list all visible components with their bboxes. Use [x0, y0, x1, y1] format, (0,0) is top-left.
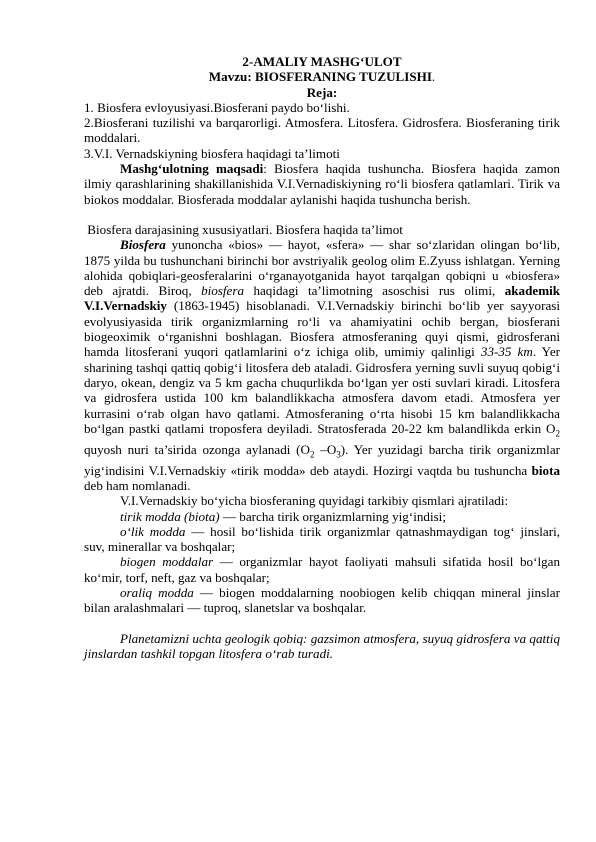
list-item: biogen moddalar — organizmlar hayot faoliyati mahsuli sifatida hosil bo‘lgan ko‘mir, torf, neft, gaz va boshqalar; [84, 554, 560, 585]
spacer [84, 207, 560, 222]
classification-intro: V.I.Vernadskiy bo‘yicha biosferaning quyidagi tarkibiy qismlari ajratiladi: [120, 493, 509, 509]
section-subheading: Biosfera darajasining xususiyatlari. Biosfera haqida ta’limot [84, 221, 403, 237]
biosphere-paragraph: Biosfera yunoncha «bios» — hayot, «sfera» — shar so‘zlaridan olingan bo‘lib, 1875 yilda bu tushunchani birinchi bor avstriyalik geolog olim E.Zyuss ishlatgan. Yerning alohida qobiqlari-geosferalarini o‘rganayotganida hayot tarqalgan qobiqni u «biosfera» deb ajratdi. Biroq, biosfera haqidagi ta’limotning asoschisi rus olimi, akademik V.I.Vernadskiy (1863-1945) hisoblanadi. V.I.Vernadskiy birinchi bo‘lib yer sayyorasi evolyusiyasida tirik organizmlarning ro‘li va ahamiyatini ochib bergan, biosferani biogeoximik o‘rganishni boshlagan. Biosfera atmosferaning quyi qismi, gidrosferani hamda litosferani yuqori qatlamlarini o‘z ichiga olib, umimiy qalinligi 33-35 km. Yer sharining tashqi qattiq qobig‘i litosfera deb ataladi. Gidrosfera yerning suvli suyuq qobig‘i daryo, okean, dengiz va 5 km gacha chuqurlikda bo‘lgan yer osti suvlari kiradi. Litosfera va gidrosfera ustida 100 km balandlikkacha atmosfera davom etadi. Atmosfera yer kurrasini o‘rab olgan havo qatlami. Atmosferaning o‘rta hisobi 15 km balandlikkacha bo‘lgan pastki qatlami troposfera deyiladi. Stratosferada 20-22 km balandlikda erkin $O_2$ quyosh nuri ta’sirida ozonga aylanadi ($O_2$ $-O_3$). Yer yuzidagi barcha tirik organizmlar yig‘indisini V.I.Vernadskiy «tirik modda» deb ataydi. Hozirgi vaqtda bu tushuncha biota deb ham nomlanadi. [84, 237, 561, 493]
list-item: oraliq modda — biogen moddalarning noobiogen kelib chiqqan mineral jinslar bilan aralashmalari — tuproq, slanetslar va boshqalar. [84, 585, 560, 616]
spacer [84, 616, 560, 631]
goal-paragraph: Mashg‘ulotning maqsadi: Biosfera haqida tushuncha. Biosfera haqida zamon ilmiy qarashlarining shakillanishida V.I.Vernadiskiyning ro‘li biosfera qatlamlari. Tirik va biokos moddalar. Biosferada moddalar aylanishi haqida tushuncha berish. [84, 161, 560, 207]
conclusion-paragraph: Planetamizni uchta geologik qobiq: gazsimon atmosfera, suyuq gidrosfera va qattiq jinslardan tashkil topgan litosfera o‘rab turadi. [84, 630, 560, 661]
document-page [84, 54, 560, 661]
plan-item-3: 3.V.I. Vernadskiyning biosfera haqidagi ta’limoti [84, 145, 340, 161]
list-item: tirik modda (biota) — barcha tirik organizmlarning yig‘indisi; [120, 508, 446, 524]
topic-heading: Mavzu: BIOSFERANING TUZULISHI. [208, 69, 436, 85]
goal-label: Mashg‘ulotning maqsadi [120, 161, 264, 177]
plan-item-1: 1. Biosfera evloyusiyasi.Biosferani paydo bo‘lishi. [84, 99, 350, 115]
page-title: 2-AMALIY MASHG‘ULOT [242, 54, 402, 69]
list-item: o‘lik modda — hosil bo‘lishida tirik organizmlar qatnashmaydigan tog‘ jinslari, suv, minerallar va boshqalar; [84, 523, 560, 555]
plan-item-2: 2.Biosferani tuzilishi va barqarorligi. Atmosfera. Litosfera. Gidrosfera. Biosferaning tirik moddalari. [84, 115, 560, 146]
plan-heading: Reja: [306, 84, 338, 100]
